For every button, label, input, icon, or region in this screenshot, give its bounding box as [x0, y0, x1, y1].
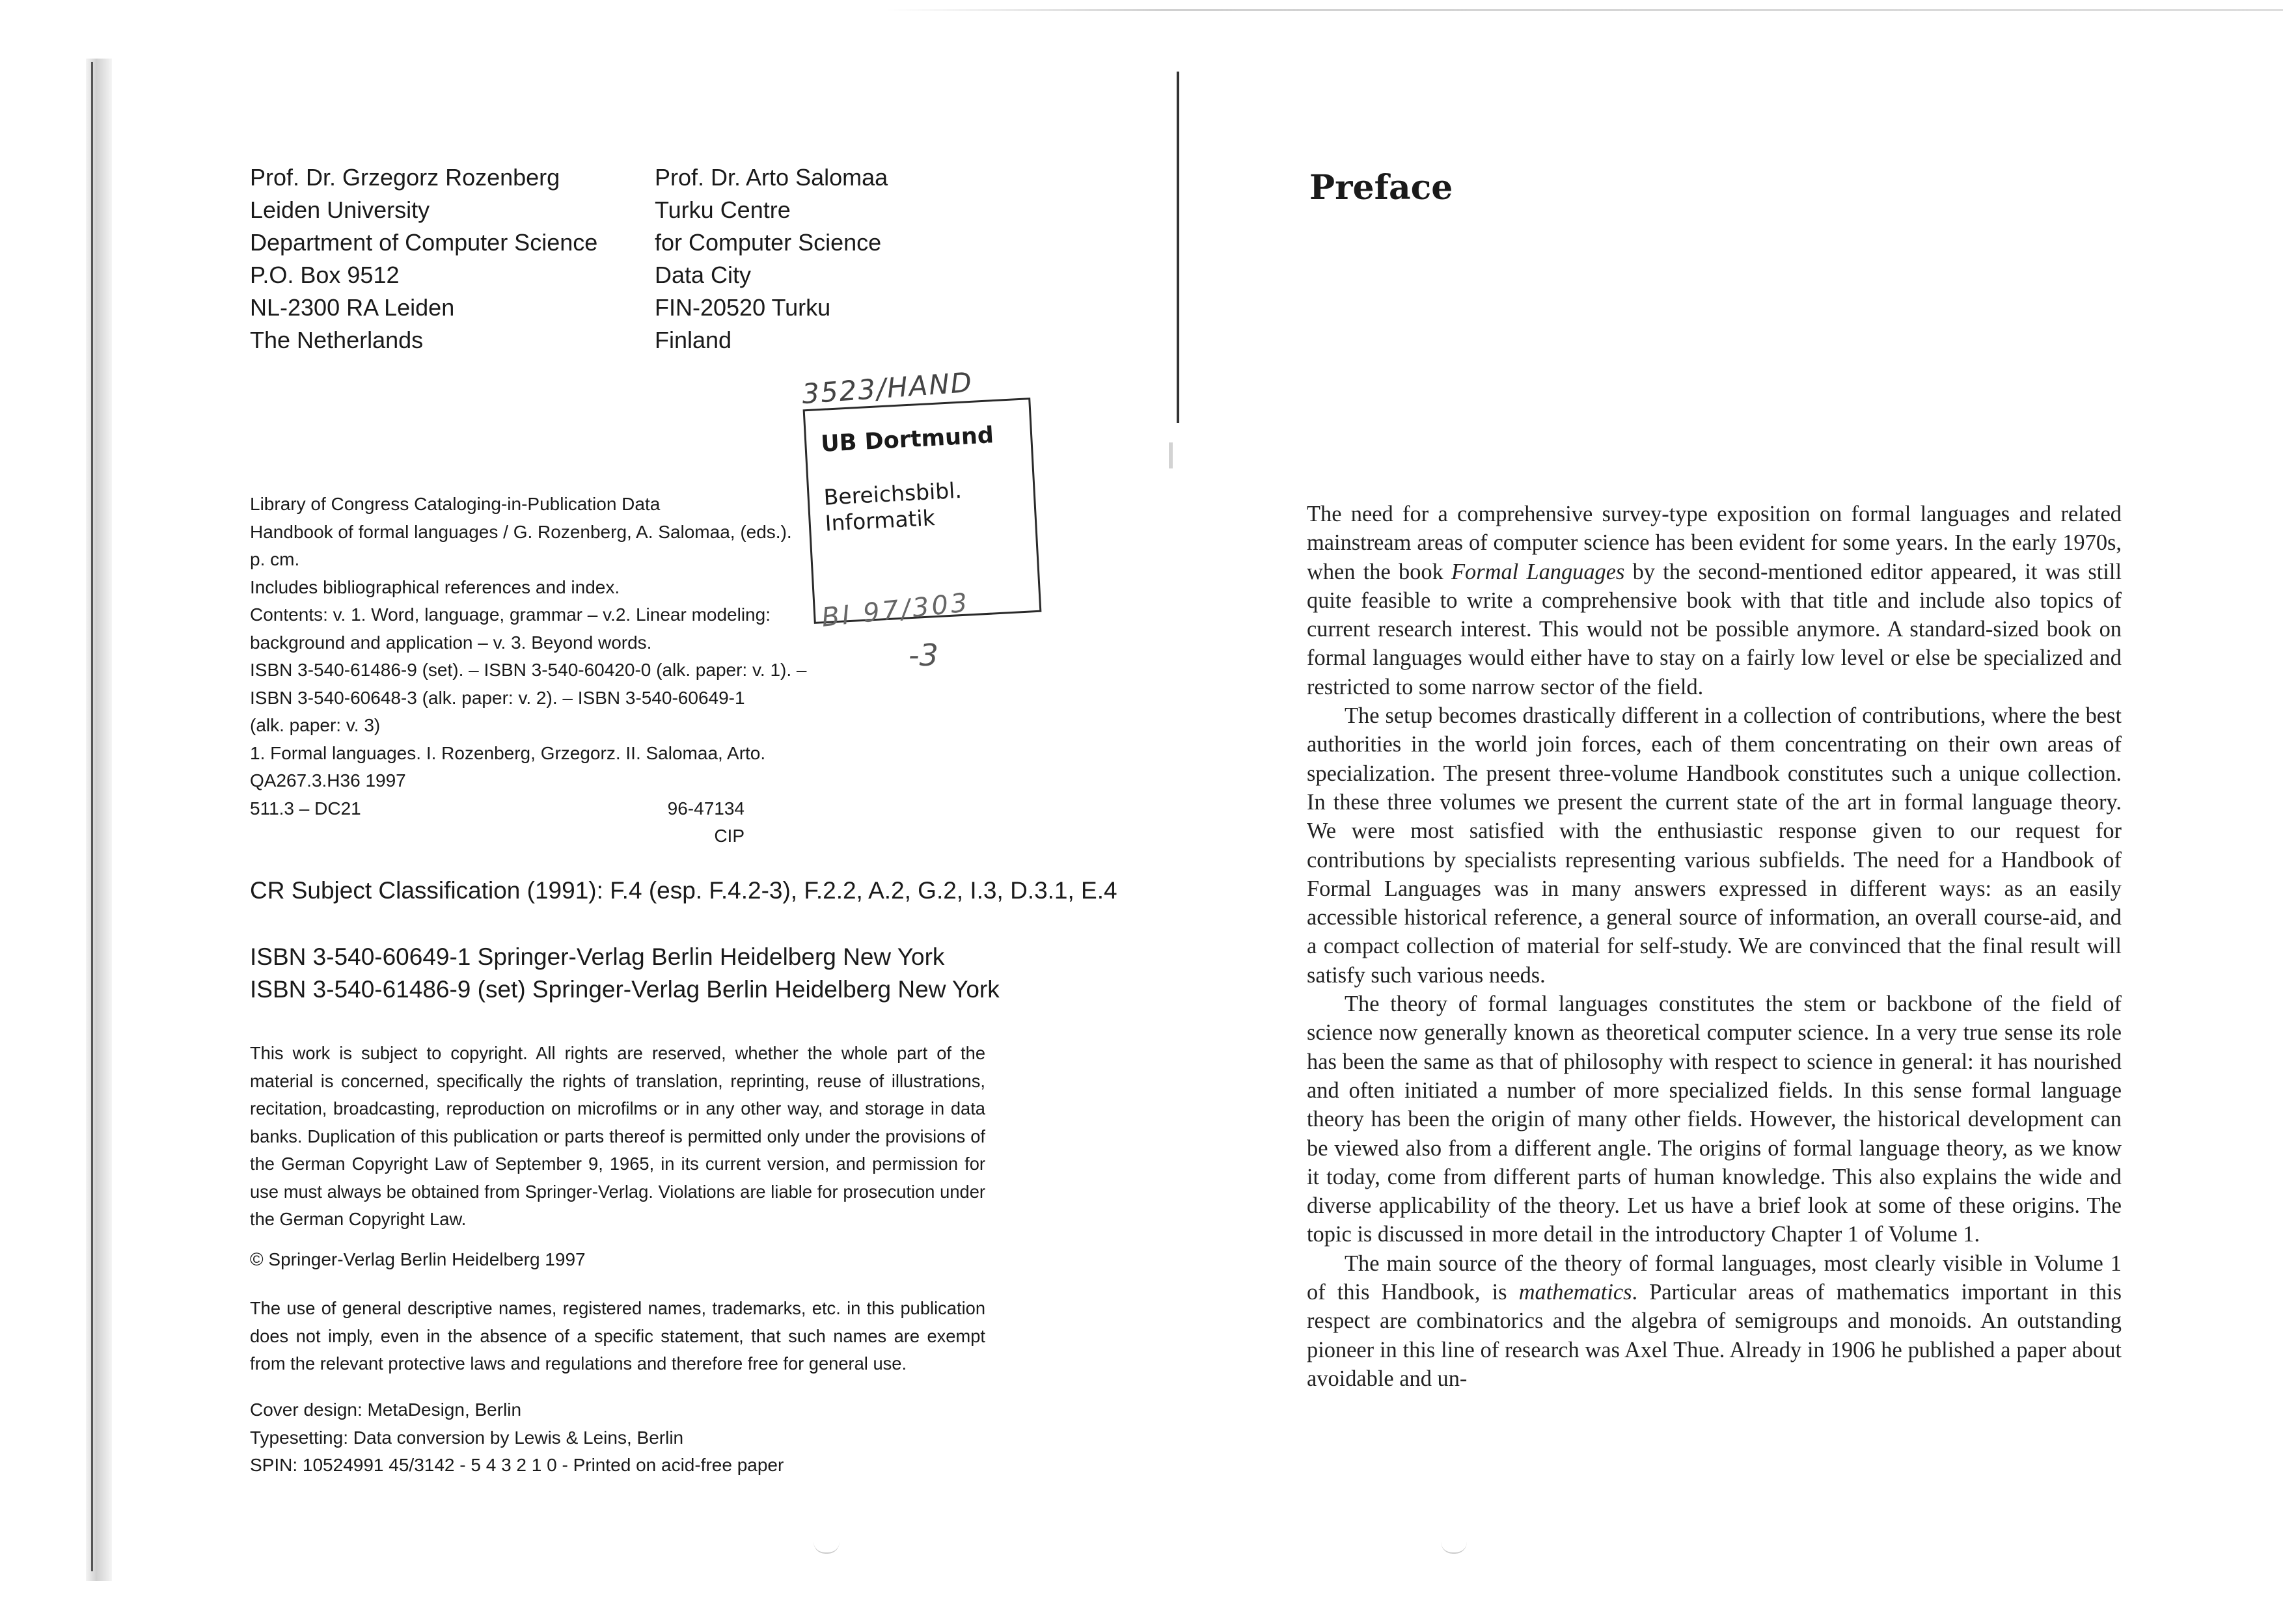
cip-classification-row — [250, 795, 745, 823]
production-credits — [250, 1396, 784, 1480]
handwritten-call-number: BI 97/303 — [820, 588, 972, 633]
cip-line: Contents: v. 1. Word, language, grammar – v.2. Linear modeling: — [250, 604, 771, 625]
page-smudge — [1441, 1542, 1467, 1554]
paragraph-text: . Particular areas of mathematics important in this respect are combinatorics and the algebra of semigroups and monoids. An outstanding pioneer in this line of research was Axel Thue. Already in 1906 he published a paper about avoidable and un- — [1307, 1280, 2122, 1391]
cip-line: (alk. paper: v. 3) — [250, 715, 381, 735]
address-line: P.O. Box 9512 — [250, 262, 400, 288]
address-salomaa — [655, 161, 888, 357]
library-stamp — [803, 398, 1042, 624]
paragraph-text: by the second-mentioned editor appeared, it was still quite feasible to write a comprehensive book with that title and include also topics of current research interest. This would not be possible anymore. A standard-sized book on formal languages would either have to stay on a fairly low level or else be specialized and restricted to some narrow sector of the field. — [1307, 559, 2122, 699]
address-line: for Computer Science — [655, 229, 882, 256]
address-line: Prof. Dr. Grzegorz Rozenberg — [250, 164, 560, 191]
cip-line: background and application – v. 3. Beyond words. — [250, 632, 652, 653]
preface-body — [1307, 500, 2122, 1393]
paragraph: The setup becomes drastically different in a collection of contributions, where the best authorities in the world join forces, each of them concentrating on their own areas of specialization. The present three-volume Handbook constitutes such a unique collection. In these three volumes we present the current state of the art in formal language theory. We were most satisfied with the enthusiastic response given to our request for contributions by specialists representing various subfields. The need for a Handbook of Formal Languages was in many answers expressed in different ways: as an easily accessible historical reference, a general source of information, an overall course-aid, and a compact collection of material for self-study. We are convinced that the final result will satisfy such various needs. — [1307, 703, 2122, 988]
address-rozenberg — [250, 161, 597, 357]
address-line: Prof. Dr. Arto Salomaa — [655, 164, 888, 191]
stamp-line: Informatik — [824, 505, 936, 536]
cip-line: Library of Congress Cataloging-in-Publication Data — [250, 494, 661, 514]
paragraph-text: The need for a comprehensive survey-type exposition on formal languages and related mainstream areas of computer science has been evident for some years. In the early 1970s, when the book — [1307, 502, 2122, 584]
cr-subject-classification: CR Subject Classification (1991): F.4 (esp. F.4.2-3), F.2.2, A.2, G.2, I.3, D.3.1, E.4 — [250, 877, 1117, 904]
address-line: Turku Centre — [655, 196, 791, 223]
spin-line: SPIN: 10524991 45/3142 - 5 4 3 2 1 0 - Printed on acid-free paper — [250, 1455, 784, 1475]
book-binding-edge — [91, 62, 93, 1571]
cip-line: QA267.3.H36 1997 — [250, 770, 406, 791]
trademark-notice: The use of general descriptive names, registered names, trademarks, etc. in this publication does not imply, even in the absence of a specific statement, that such names are exempt from the relevant protective laws and regulations and therefore free for general use. — [250, 1298, 985, 1374]
copyright-line: © Springer-Verlag Berlin Heidelberg 1997 — [250, 1249, 586, 1269]
stamp-department — [823, 474, 1021, 537]
cip-line: ISBN 3-540-61486-9 (set). – ISBN 3-540-60420-0 (alk. paper: v. 1). – — [250, 660, 807, 680]
address-line: The Netherlands — [250, 327, 424, 353]
isbn-line: ISBN 3-540-61486-9 (set) Springer-Verlag Berlin Heidelberg New York — [250, 976, 1000, 1003]
cip-dewey: 511.3 – DC21 — [250, 798, 361, 819]
stamp-library-name: UB Dortmund — [820, 422, 994, 457]
stamp-line: Bereichsbibl. — [823, 477, 963, 510]
page-gutter — [1177, 72, 1179, 423]
cip-line: Includes bibliographical references and index. — [250, 576, 620, 597]
handwritten-volume-mark: -3 — [909, 638, 938, 673]
cip-line: p. cm. — [250, 549, 300, 569]
emphasis-italic: mathematics — [1518, 1280, 1632, 1305]
paragraph: The theory of formal languages constitutes the stem or backbone of the field of science now generally known as theoretical computer science. In a very true sense its role has been the same as that of philosophy with respect to science in general: it has nourished and often initiated a number of more specialized fields. In this sense formal language theory has been the origin of many other fields. However, the historical development can be viewed also from a different angle. The origins of formal language theory, as we know it today, come from different parts of human knowledge. This also explains the wide and diverse applicability of the theory. Let us have a brief look at some of these origins. The topic is discussed in more detail in the introductory Chapter 1 of Volume 1. — [1307, 992, 2122, 1247]
cip-line: ISBN 3-540-60648-3 (alk. paper: v. 2). – ISBN 3-540-60649-1 — [250, 687, 745, 708]
paragraph — [1307, 1249, 2122, 1393]
book-binding-shadow — [86, 59, 112, 1581]
isbn-block — [250, 941, 1000, 1006]
typesetting-line: Typesetting: Data conversion by Lewis & Leins, Berlin — [250, 1427, 684, 1448]
address-line: Department of Computer Science — [250, 229, 598, 256]
paragraph — [1307, 500, 2122, 701]
cip-line: 1. Formal languages. I. Rozenberg, Grzegorz. II. Salomaa, Arto. — [250, 742, 766, 763]
preface-heading: Preface — [1309, 168, 1453, 208]
paragraph-text: The main source of the theory of formal languages, most clearly visible in Volume 1 of this Handbook, is — [1307, 1251, 2122, 1305]
address-line: FIN-20520 Turku — [655, 294, 831, 321]
scan-edge — [885, 9, 2283, 11]
address-line: NL-2300 RA Leiden — [250, 294, 455, 321]
cip-lccn: 96-47134 — [667, 798, 745, 819]
page-smudge — [813, 1542, 840, 1554]
book-title-italic: Formal Languages — [1451, 559, 1625, 584]
gutter-mark — [1169, 442, 1173, 468]
cip-data-block — [250, 491, 807, 850]
address-line: Leiden University — [250, 196, 430, 223]
copyright-notice: This work is subject to copyright. All rights are reserved, whether the whole part of the material is concerned, specifically the rights of translation, reprinting, reuse of illustrations, recitation, broadcasting, reproduction on microfilms or in any other way, and storage in data banks. Duplication of this publication or parts thereof is permitted only under the provisions of the German Copyright Law of September 9, 1965, in its current version, and permission for use must always be obtained from Springer-Verlag. Violations are liable for prosecution under the German Copyright Law. — [250, 1043, 985, 1229]
address-line: Finland — [655, 327, 732, 353]
isbn-line: ISBN 3-540-60649-1 Springer-Verlag Berlin Heidelberg New York — [250, 943, 945, 970]
handwritten-shelf-mark: 3523/HAND — [800, 366, 974, 411]
cip-label: CIP — [714, 826, 745, 846]
cip-line: Handbook of formal languages / G. Rozenberg, A. Salomaa, (eds.). — [250, 521, 792, 542]
address-line: Data City — [655, 262, 752, 288]
cover-design-line: Cover design: MetaDesign, Berlin — [250, 1400, 522, 1420]
